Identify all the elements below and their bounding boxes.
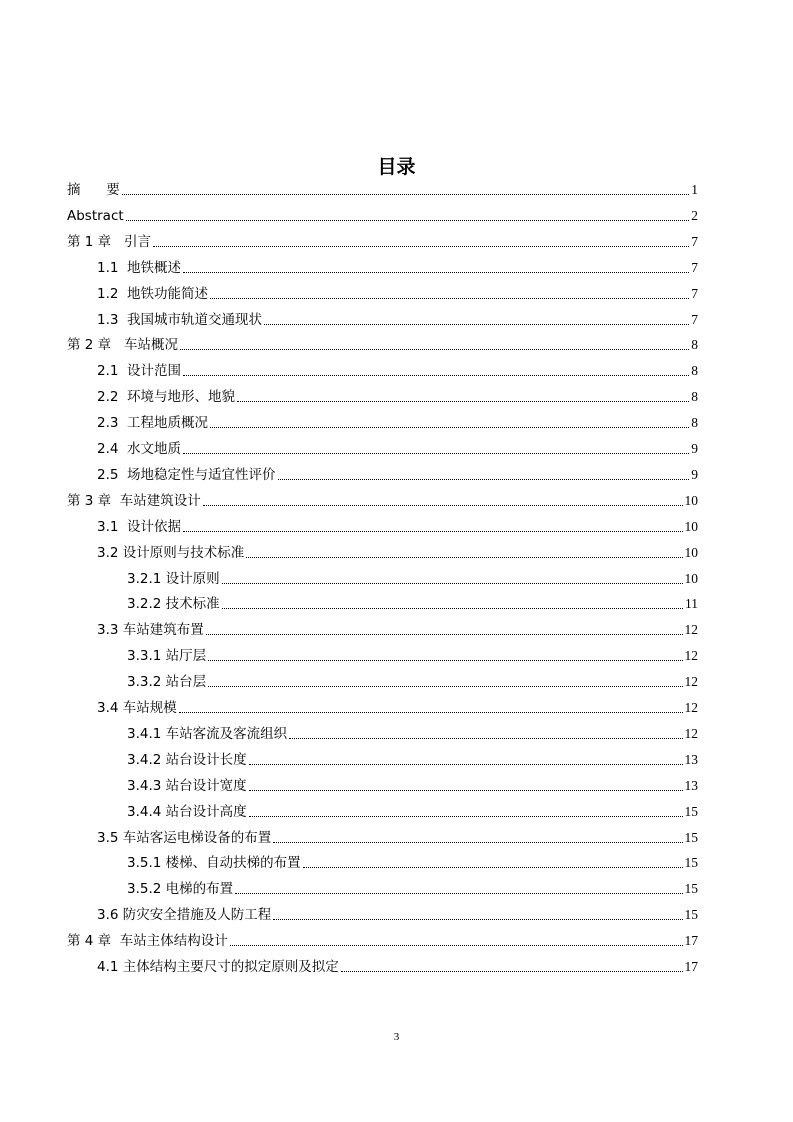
toc-entry-page: 13 [684,778,698,793]
toc-leader-dots [289,738,682,739]
toc-entry-label: 3.4 车站规模 [97,700,177,716]
toc-entry-page: 10 [684,519,698,534]
toc-entry-page: 15 [684,907,698,922]
toc-leader-dots [183,375,689,376]
toc-leader-dots [237,401,689,402]
toc-entry[interactable] [127,592,698,612]
toc-entry[interactable] [97,411,698,431]
toc-leader-dots [341,971,683,972]
toc-entry[interactable] [67,333,698,353]
toc-entry-page: 8 [691,337,698,352]
toc-entry-page: 8 [691,389,698,404]
toc-entry-page: 7 [691,286,698,301]
toc-entry-label: Abstract [67,208,124,224]
toc-entry[interactable] [127,774,698,794]
toc-entry-page: 12 [684,622,698,637]
toc-entry[interactable] [97,541,698,561]
toc-leader-dots [153,246,689,247]
toc-entry[interactable] [97,282,698,302]
toc-entry[interactable] [67,929,698,949]
toc-leader-dots [183,531,682,532]
toc-entry-label: 2.5 场地稳定性与适宜性评价 [97,467,276,483]
toc-entry-label: 2.2 环境与地形、地貌 [97,389,236,405]
toc-entry-label: 第 3 章 车站建筑设计 [67,493,201,509]
toc-entry[interactable] [97,256,698,276]
toc-leader-dots [126,220,690,221]
toc-leader-dots [183,453,689,454]
toc-entry-page: 11 [685,596,698,611]
toc-entry[interactable] [127,722,698,742]
toc-entry-label: 3.2 设计原则与技术标准 [97,545,245,561]
toc-entry-label: 2.4 水文地质 [97,441,182,457]
toc-entry[interactable] [97,696,698,716]
toc-leader-dots [203,505,683,506]
toc-entry[interactable] [97,515,698,535]
toc-entry-page: 8 [691,415,698,430]
toc-entry-label: 1.2 地铁功能简述 [97,286,209,302]
toc-leader-dots [249,790,683,791]
toc-leader-dots [246,557,682,558]
toc-leader-dots [210,298,689,299]
toc-entry-label: 3.1 设计依据 [97,519,182,535]
toc-leader-dots [206,634,683,635]
toc-entry[interactable] [97,903,698,923]
toc-leader-dots [183,272,689,273]
toc-entry-page: 7 [691,312,698,327]
page-title: 目录 [377,156,416,178]
toc-entry[interactable] [67,230,698,250]
toc-entry[interactable] [97,463,698,483]
toc-entry[interactable] [67,489,698,509]
toc-entry-label: 3.2.1 设计原则 [127,571,220,587]
toc-entry-page: 7 [691,234,698,249]
toc-entry[interactable] [127,670,698,690]
toc-entry-page: 17 [684,959,698,974]
toc-entry[interactable] [67,204,698,224]
toc-entry-label: 3.4.3 站台设计宽度 [127,778,247,794]
toc-entry-label: 3.3.2 站台层 [127,674,207,690]
toc-entry-page: 17 [684,933,698,948]
toc-entry-page: 1 [691,182,698,197]
toc-leader-dots [264,324,689,325]
toc-entry-page: 7 [691,260,698,275]
toc-leader-dots [179,712,683,713]
toc-leader-dots [303,867,683,868]
toc-entry[interactable] [97,359,698,379]
toc-entry[interactable] [97,385,698,405]
toc-entry-label: 第 4 章 车站主体结构设计 [67,933,228,949]
toc-entry-label: 3.5.1 楼梯、自动扶梯的布置 [127,855,301,871]
toc-entry-label: 3.3.1 站厅层 [127,648,207,664]
toc-entry[interactable] [67,178,698,198]
toc-leader-dots [273,842,682,843]
toc-entry-page: 12 [684,648,698,663]
toc-entry-label: 3.5.2 电梯的布置 [127,881,234,897]
toc-entry-page: 12 [684,726,698,741]
toc-leader-dots [222,608,683,609]
toc-leader-dots [180,349,689,350]
toc-entry-label: 2.3 工程地质概况 [97,415,209,431]
toc-leader-dots [122,194,690,195]
toc-entry-page: 2 [691,208,698,223]
toc-leader-dots [249,764,683,765]
toc-leader-dots [222,583,683,584]
toc-entry[interactable] [127,567,698,587]
toc-entry-label: 3.3 车站建筑布置 [97,622,204,638]
toc-entry-page: 15 [684,881,698,896]
page-number: 3 [393,1031,400,1043]
toc-entry-label: 3.4.2 站台设计长度 [127,752,247,768]
toc-entry[interactable] [127,877,698,897]
toc-entry[interactable] [127,644,698,664]
toc-leader-dots [210,427,689,428]
toc-entry-label: 摘 要 [67,182,120,198]
toc-entry-label: 1.1 地铁概述 [97,260,182,276]
toc-leader-dots [249,816,683,817]
toc-entry-page: 15 [684,804,698,819]
toc-entry[interactable] [127,800,698,820]
toc-entry-label: 第 1 章 引言 [67,234,152,250]
toc-entry-page: 12 [684,700,698,715]
toc-leader-dots [273,919,682,920]
toc-entry[interactable] [97,437,698,457]
toc-entry-page: 9 [691,467,698,482]
toc-entry[interactable] [127,748,698,768]
toc-leader-dots [235,893,682,894]
toc-entry-page: 10 [684,571,698,586]
toc-entry-label: 4.1 主体结构主要尺寸的拟定原则及拟定 [97,959,339,975]
toc-entry-label: 3.2.2 技术标准 [127,596,220,612]
toc-entry[interactable] [97,618,698,638]
toc-entry-page: 9 [691,441,698,456]
toc-leader-dots [230,945,683,946]
toc-entry-label: 2.1 设计范围 [97,363,182,379]
toc-entry-page: 12 [684,674,698,689]
toc-entry-label: 3.6 防灾安全措施及人防工程 [97,907,272,923]
toc-entry-page: 10 [684,545,698,560]
toc-leader-dots [208,660,682,661]
toc-entry-label: 第 2 章 车站概况 [67,337,179,353]
toc-entry-label: 3.4.1 车站客流及客流组织 [127,726,288,742]
toc-entry[interactable] [97,308,698,328]
toc-entry-page: 10 [684,493,698,508]
toc-entry[interactable] [97,826,698,846]
toc-leader-dots [208,686,682,687]
toc-leader-dots [278,479,690,480]
toc-entry-label: 3.5 车站客运电梯设备的布置 [97,830,272,846]
toc-entry[interactable] [127,851,698,871]
toc-entry[interactable] [97,955,698,975]
toc-entry-page: 15 [684,830,698,845]
toc-entry-page: 13 [684,752,698,767]
toc-entry-label: 3.4.4 站台设计高度 [127,804,247,820]
toc-entry-page: 8 [691,363,698,378]
toc-entry-page: 15 [684,855,698,870]
toc-entry-label: 1.3 我国城市轨道交通现状 [97,312,263,328]
